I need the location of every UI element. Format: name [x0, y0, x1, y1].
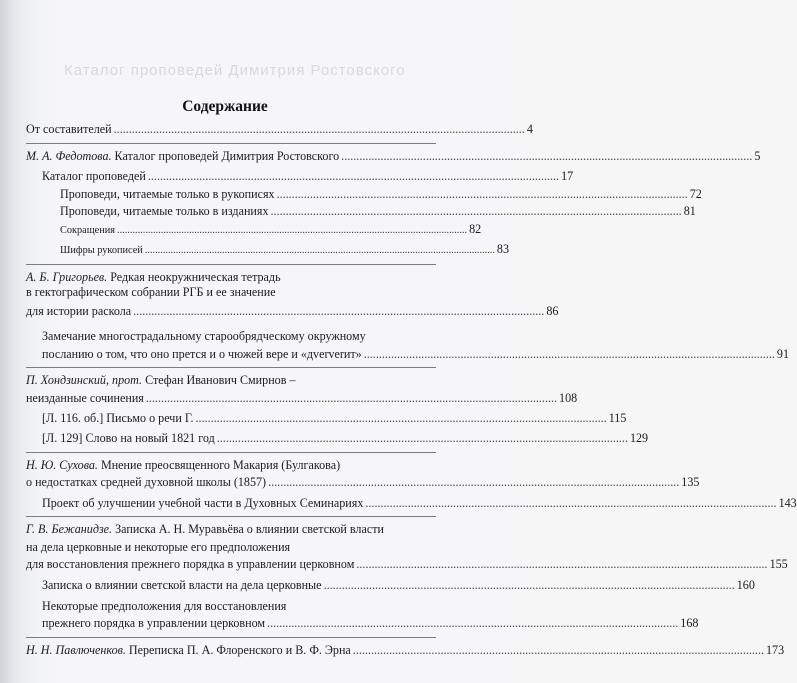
leader-dots: ........................................................................................................................................ [195, 411, 607, 426]
toc-entry-title: [Л. 116. об.] Письмо о речи Г. [42, 411, 194, 426]
entry-author: Н. Н. Павлюченков. [26, 642, 126, 657]
entry-author: Н. Ю. Сухова. [26, 457, 98, 472]
toc-entry[interactable] [26, 221, 482, 239]
divider [26, 452, 436, 453]
page-title: Содержание [182, 98, 268, 115]
divider [26, 516, 436, 517]
toc-entry-title: Сокращения [60, 224, 115, 236]
toc-entry[interactable] [26, 186, 702, 202]
toc-entry[interactable] [26, 328, 789, 361]
toc-entry-title: Каталог проповедей Димитрия Ростовского [111, 148, 340, 163]
page-number: 81 [683, 204, 696, 219]
toc-entry[interactable] [26, 430, 649, 446]
divider [26, 143, 436, 144]
toc-entry-title: Проект об улучшении учебной части в Духовных Семинариях [42, 495, 364, 510]
leader-dots: ........................................................................................................................................ [323, 578, 735, 593]
table-of-contents [26, 122, 797, 657]
divider [26, 637, 436, 638]
page-number: 5 [754, 148, 761, 163]
toc-entry-title-line: прежнего порядка в управлении церковном [42, 616, 266, 631]
leader-dots: ........................................................................................................................................ [267, 616, 679, 631]
page-number: 143 [778, 495, 797, 510]
toc-entry-title-line: о недостатках средней духовной школы (1857) [26, 475, 267, 490]
leader-dots: ........................................................................................................................................ [270, 204, 682, 219]
toc-entry-title-line: Стефан Иванович Смирнов – [142, 373, 296, 388]
page-number: 168 [680, 616, 699, 631]
leader-dots: ........................................................................................................................................ [276, 186, 688, 201]
toc-entry[interactable] [26, 457, 700, 490]
page-number: 155 [769, 557, 788, 572]
leader-dots: ........................................................................................................................................ [352, 642, 764, 657]
toc-entry[interactable] [26, 148, 761, 164]
toc-entry[interactable] [26, 241, 509, 259]
leader-dots: ........................................................................................................................................ [363, 346, 775, 361]
toc-entry[interactable] [26, 495, 797, 511]
toc-entry-title-line: Мнение преосвященного Макария (Булгакова) [97, 457, 341, 472]
toc-entry-title: От составителей [26, 122, 112, 136]
page-number: 129 [629, 430, 649, 445]
page-number: 72 [689, 186, 702, 201]
toc-entry-title: Шифры рукописей [60, 244, 143, 256]
toc-entry-title-line: Некоторые предположения для восстановления [42, 598, 287, 613]
leader-dots: ........................................................................................................................................ [365, 495, 777, 510]
page-number: 91 [776, 346, 789, 361]
toc-entry[interactable] [26, 642, 785, 658]
leader-dots: ........................................................................................................................................ [341, 148, 753, 163]
toc-entry-title-line: для истории раскола [26, 304, 132, 319]
page-number: 17 [561, 169, 574, 184]
toc-entry[interactable] [26, 522, 788, 572]
leader-dots: ........................................................................................................................................ [356, 557, 768, 572]
page-number: 4 [526, 122, 533, 136]
page-number: 135 [681, 475, 700, 490]
toc-entry-title-line: Замечание многострадальному старообрядческому окружному [42, 328, 366, 343]
page-number: 115 [608, 411, 627, 426]
entry-author: Г. В. Бежанидзе. [26, 522, 113, 537]
page-number: 173 [765, 642, 785, 657]
divider [26, 264, 436, 265]
toc-entry[interactable] [26, 204, 696, 219]
page-number: 83 [496, 241, 509, 256]
toc-entry-title-line: в гектографическом собрании РГБ и ее значение [26, 284, 276, 299]
toc-entry-title: Переписка П. А. Флоренского и В. Ф. Эрна [125, 642, 351, 657]
page-number: 82 [469, 221, 482, 236]
leader-dots: ........................................................................................................................................ [117, 224, 468, 236]
page-number: 160 [736, 578, 755, 593]
leader-dots: ........................................................................................................................................ [144, 244, 495, 256]
toc-entry[interactable] [26, 270, 559, 319]
toc-entry[interactable] [26, 169, 574, 184]
bleed-through-text: Каталог проповедей Димитрия Ростовского [64, 62, 406, 79]
leader-dots: ........................................................................................................................................ [216, 430, 628, 445]
leader-dots: ........................................................................................................................................ [113, 122, 525, 136]
toc-entry-title-line: неизданные сочинения [26, 390, 144, 405]
leader-dots: ........................................................................................................................................ [268, 475, 680, 490]
toc-entry-title-line: Записка А. Н. Муравьёва о влиянии светской власти [112, 522, 384, 537]
toc-entry[interactable] [26, 122, 533, 137]
toc-entry[interactable] [26, 411, 627, 426]
toc-entry-title: [Л. 129] Слово на новый 1821 год [42, 430, 215, 445]
toc-entry-title-line: на дела церковные и некоторые его предположения [26, 539, 291, 554]
entry-author: М. А. Федотова. [26, 148, 112, 163]
entry-author: А. Б. Григорьев. [26, 270, 108, 285]
toc-entry-title: Каталог проповедей [42, 169, 146, 184]
toc-entry-title-line: посланию о том, что оно прется и о чюжей вере и «дververит» [42, 346, 362, 361]
toc-entry-title: Проповеди, читаемые только в изданиях [60, 204, 269, 219]
toc-entry-title-line: для восстановления прежнего порядка в управлении церковном [26, 557, 355, 572]
leader-dots: ........................................................................................................................................ [133, 304, 545, 319]
page-number: 108 [559, 390, 578, 405]
toc-entry[interactable] [26, 598, 699, 631]
leader-dots: ........................................................................................................................................ [145, 390, 558, 405]
divider [26, 367, 436, 368]
toc-entry-title: Проповеди, читаемые только в рукописях [60, 186, 275, 201]
toc-entry-title-line: Редкая неокружническая тетрадь [107, 270, 281, 285]
leader-dots: ........................................................................................................................................ [147, 169, 560, 184]
toc-entry[interactable] [26, 578, 755, 593]
toc-entry[interactable] [26, 373, 578, 405]
page-number: 86 [546, 304, 559, 319]
toc-entry-title: Записка о влиянии светской власти на дела церковные [42, 578, 322, 593]
entry-author: П. Хондзинский, прот. [26, 373, 143, 388]
